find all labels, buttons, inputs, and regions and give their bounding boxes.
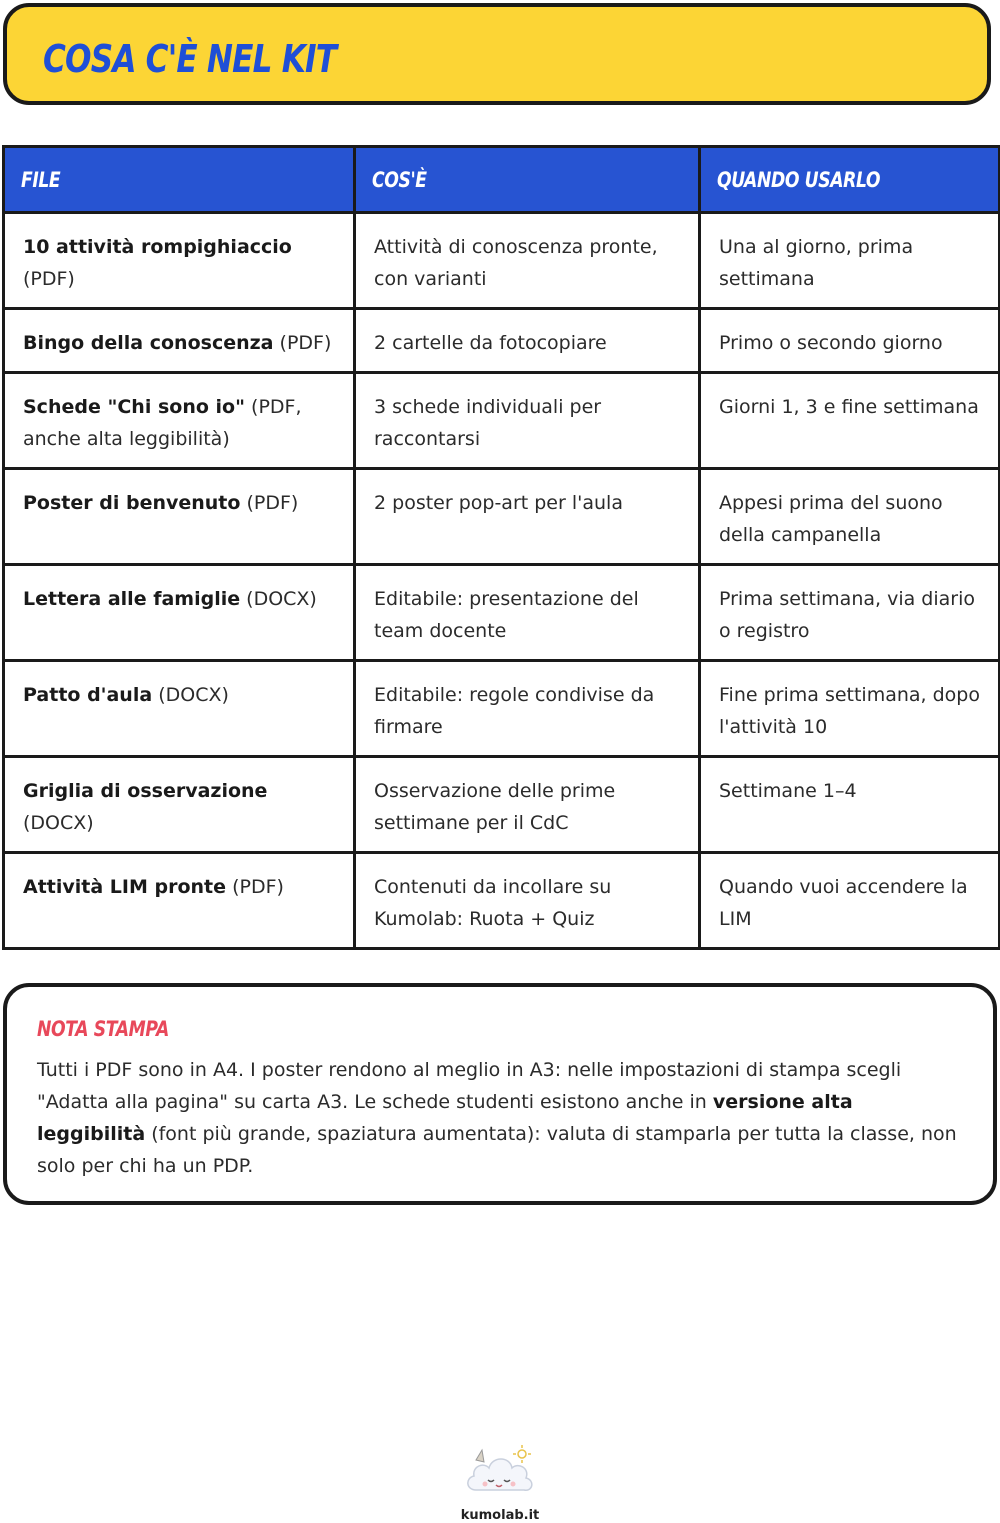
table-row (4, 661, 1000, 757)
when-cell: Quando vuoi accendere la LIM (700, 853, 1000, 949)
what-cell: Editabile: regole condivise da firmare (355, 661, 700, 757)
file-format: (DOCX) (158, 684, 229, 706)
what-cell: Attività di conoscenza pronte, con varianti (355, 213, 700, 309)
when-cell: Primo o secondo giorno (700, 309, 1000, 373)
file-format: (DOCX) (23, 812, 94, 834)
file-format: (DOCX) (246, 588, 317, 610)
table-row (4, 213, 1000, 309)
file-name: Schede "Chi sono io" (23, 396, 245, 418)
when-cell: Giorni 1, 3 e fine settimana (700, 373, 1000, 469)
file-name: Lettera alle famiglie (23, 588, 241, 610)
file-name: Griglia di osservazione (23, 780, 268, 802)
table-row (4, 469, 1000, 565)
file-cell (4, 565, 355, 661)
column-header-when: QUANDO USARLO (700, 147, 1000, 213)
note-title: NOTA STAMPA (37, 1017, 169, 1041)
file-cell (4, 213, 355, 309)
file-cell (4, 853, 355, 949)
table-row (4, 373, 1000, 469)
page-title: COSA C'È NEL KIT (43, 37, 337, 81)
print-note-box (3, 983, 997, 1205)
file-name: Patto d'aula (23, 684, 153, 706)
file-name: 10 attività rompighiaccio (23, 236, 292, 258)
file-name: Poster di benvenuto (23, 492, 241, 514)
column-header-file: FILE (4, 147, 355, 213)
file-cell (4, 309, 355, 373)
file-cell (4, 373, 355, 469)
cloud-mascot-icon (462, 1440, 538, 1500)
table-row (4, 565, 1000, 661)
table-header-row (4, 147, 1000, 213)
what-cell: Contenuti da incollare su Kumolab: Ruota + Quiz (355, 853, 700, 949)
what-cell: 2 poster pop-art per l'aula (355, 469, 700, 565)
when-cell: Fine prima settimana, dopo l'attività 10 (700, 661, 1000, 757)
what-cell: 2 cartelle da fotocopiare (355, 309, 700, 373)
title-banner (3, 3, 991, 105)
kit-table (2, 145, 1000, 950)
what-cell: Osservazione delle prime settimane per il CdC (355, 757, 700, 853)
what-cell: 3 schede individuali per raccontarsi (355, 373, 700, 469)
note-highlight: versione alta leggibilità (37, 1091, 853, 1145)
file-format: (PDF, anche alta leggibilità) (23, 396, 302, 450)
file-format: (PDF) (246, 492, 299, 514)
file-name: Attività LIM pronte (23, 876, 227, 898)
file-format: (PDF) (279, 332, 332, 354)
file-cell (4, 469, 355, 565)
file-format: (PDF) (232, 876, 284, 898)
when-cell: Settimane 1–4 (700, 757, 1000, 853)
file-format: (PDF) (23, 268, 75, 290)
column-header-what: COS'È (355, 147, 700, 213)
table-row (4, 309, 1000, 373)
table-row (4, 757, 1000, 853)
footer-site: kumolab.it (460, 1508, 540, 1523)
file-name: Bingo della conoscenza (23, 332, 274, 354)
table-row (4, 853, 1000, 949)
when-cell: Una al giorno, prima settimana (700, 213, 1000, 309)
file-cell (4, 757, 355, 853)
when-cell: Appesi prima del suono della campanella (700, 469, 1000, 565)
file-cell (4, 661, 355, 757)
what-cell: Editabile: presentazione del team docente (355, 565, 700, 661)
when-cell: Prima settimana, via diario o registro (700, 565, 1000, 661)
note-text: Tutti i PDF sono in A4. I poster rendono al meglio in A3: nelle impostazioni di stampa scegli "Adatta alla pagina" su carta A3. Le schede studenti esistono anche in versione alta leggibilità (font più grande, spaziatura aumentata): valuta di stamparla per tutta la classe, non solo per chi ha un PDP. (37, 1059, 957, 1177)
